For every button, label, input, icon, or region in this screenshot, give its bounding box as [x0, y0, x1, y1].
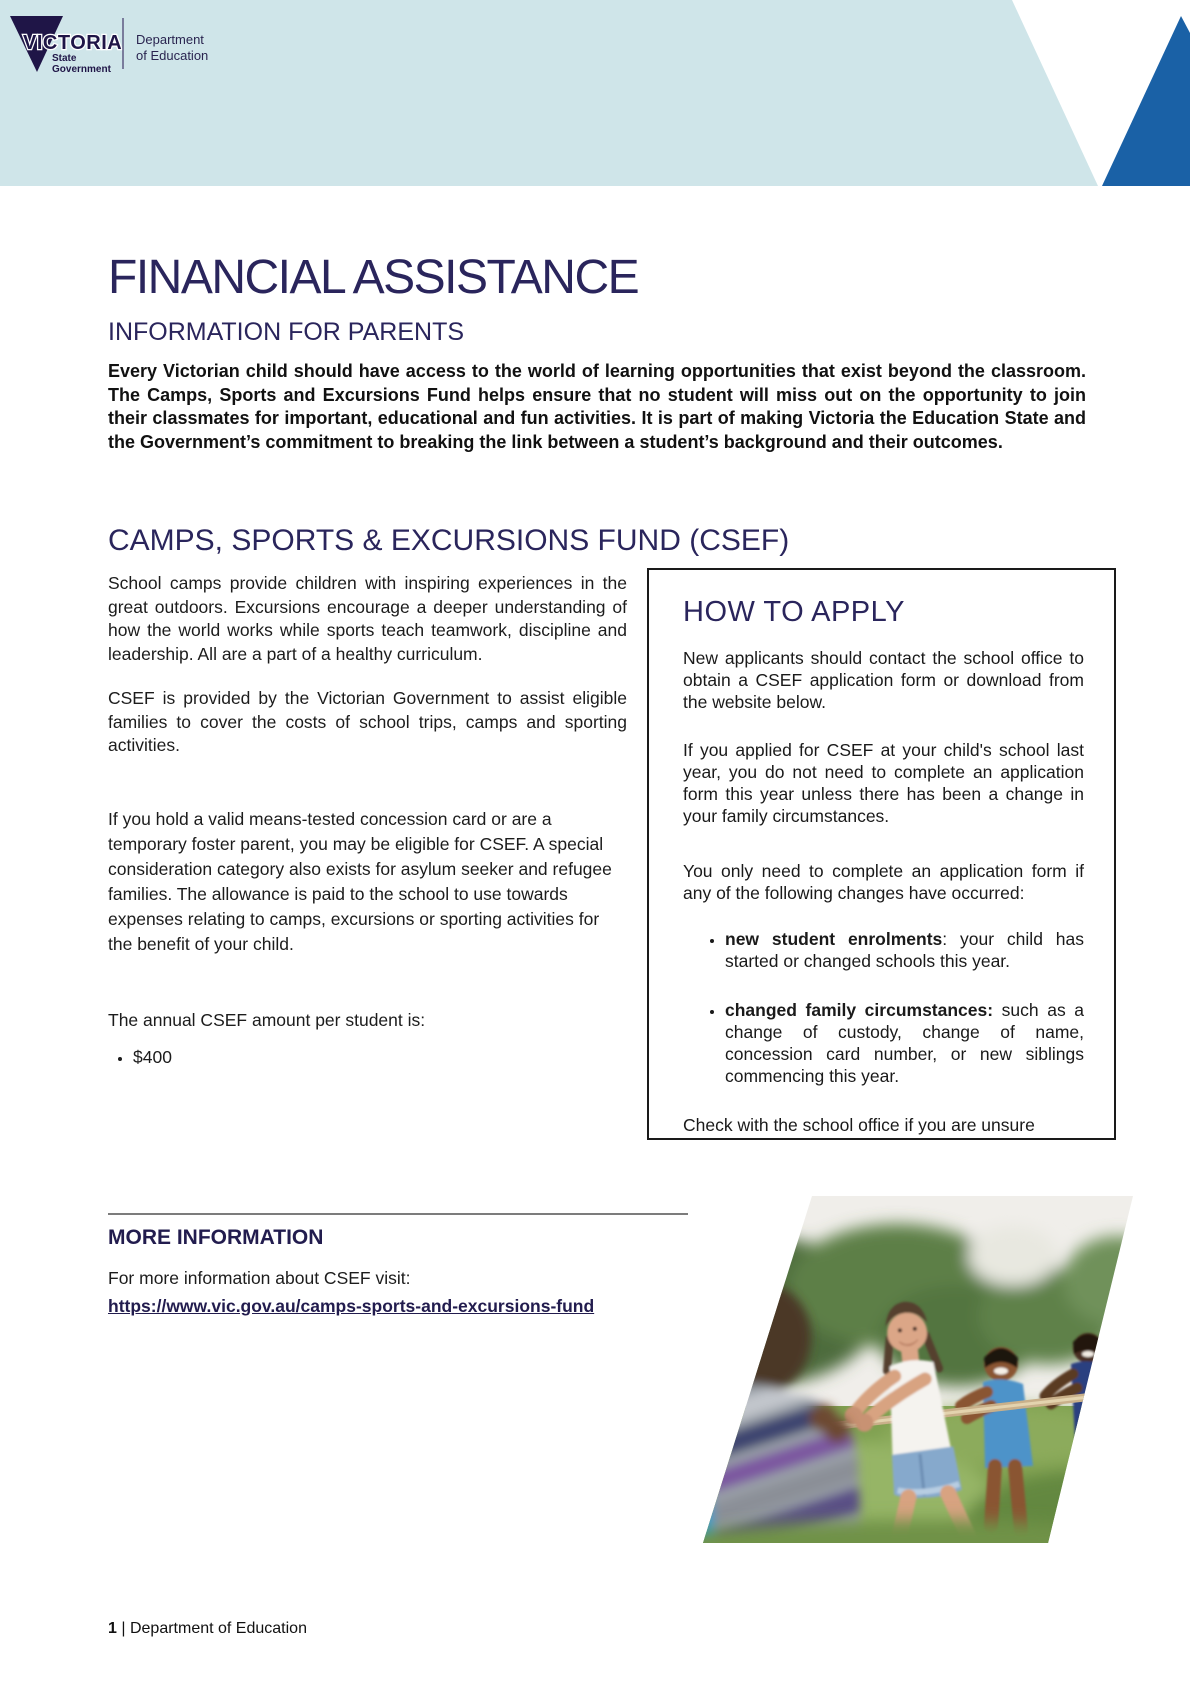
csef-paragraph-1: School camps provide children with inspiring experiences in the great outdoors. Excursions encourage a deeper understanding of how the world works while sports teach teamwork, discipline and leadership. All are a part of a healthy curriculum. — [108, 573, 627, 664]
victoria-state-government-logo — [0, 0, 330, 150]
apply-changes-list — [683, 928, 1084, 1087]
section-heading-csef: CAMPS, SPORTS & EXCURSIONS FUND (CSEF) — [108, 524, 790, 557]
logo-gov-line1: State — [52, 53, 77, 64]
footer-label: Department of Education — [129, 1620, 307, 1637]
bullet-rest-text: such as a change of custody, change of name, concession card number, or new siblings commencing this year. — [725, 1000, 1084, 1086]
children-tug-of-war-photo — [703, 1196, 1133, 1543]
apply-paragraph-2: If you applied for CSEF at your child's school last year, you do not need to complete an application form this year unless there has been a change in your family circumstances. — [683, 740, 1084, 826]
logo-dept-line2: of Education — [136, 48, 209, 63]
apply-paragraph-3: You only need to complete an application form if any of the following changes have occurred: — [683, 861, 1084, 903]
page-title: FINANCIAL ASSISTANCE — [108, 251, 639, 304]
left-column — [108, 570, 627, 1069]
annual-amount-item: • $400 — [133, 1046, 627, 1069]
page-number: 1 — [108, 1620, 117, 1637]
annual-amount-list — [108, 1046, 627, 1069]
page-header — [0, 0, 1190, 186]
apply-check-line: Check with the school office if you are unsure — [683, 1115, 1035, 1135]
csef-website-link[interactable]: https://www.vic.gov.au/camps-sports-and-excursions-fund — [108, 1296, 595, 1316]
list-item — [725, 928, 1084, 972]
how-to-apply-heading: HOW TO APPLY — [683, 596, 905, 628]
csef-paragraph-3: If you hold a valid means-tested concession card or are a temporary foster parent, you may be eligible for CSEF. A special consideration category also exists for asylum seeker and refugee families. The allowance is paid to the school to use towards expenses relating to camps, excursions or sporting activities for the benefit of your child. — [108, 808, 612, 954]
footer-separator: | — [121, 1620, 126, 1637]
csef-paragraph-2: CSEF is provided by the Victorian Government to assist eligible families to cover the costs of school trips, camps and sporting activities. — [108, 688, 627, 755]
logo-brand-text: VICTORIA — [23, 32, 123, 54]
page-subtitle: INFORMATION FOR PARENTS — [108, 318, 465, 346]
intro-paragraph: Every Victorian child should have access to the world of learning opportunities that exist beyond the classroom. The Camps, Sports and Excursions Fund helps ensure that no student will miss out on the opportunity to join their classmates for important, educational and fun activities. It is part of making Victoria the Education State and the Government’s commitment to breaking the link between a student’s background and their outcomes. — [108, 361, 1086, 452]
page-footer — [108, 1620, 307, 1638]
section-divider-line — [108, 1213, 688, 1215]
bullet-bold-lead: new student enrolments — [725, 929, 943, 949]
logo-gov-line2: Government — [52, 64, 111, 75]
annual-amount-label: The annual CSEF amount per student is: — [108, 1009, 426, 1030]
more-information-lead: For more information about CSEF visit: — [108, 1268, 411, 1288]
bullet-rest-text: : your child has started or changed schools this year. — [725, 929, 1085, 971]
how-to-apply-box — [647, 568, 1116, 1140]
more-information-heading: MORE INFORMATION — [108, 1226, 324, 1249]
apply-paragraph-1: New applicants should contact the school office to obtain a CSEF application form or download from the website below. — [683, 648, 1084, 712]
bullet-bold-lead: changed family circumstances: — [725, 1000, 994, 1020]
logo-dept-line1: Department — [136, 32, 204, 47]
list-item — [725, 999, 1084, 1087]
